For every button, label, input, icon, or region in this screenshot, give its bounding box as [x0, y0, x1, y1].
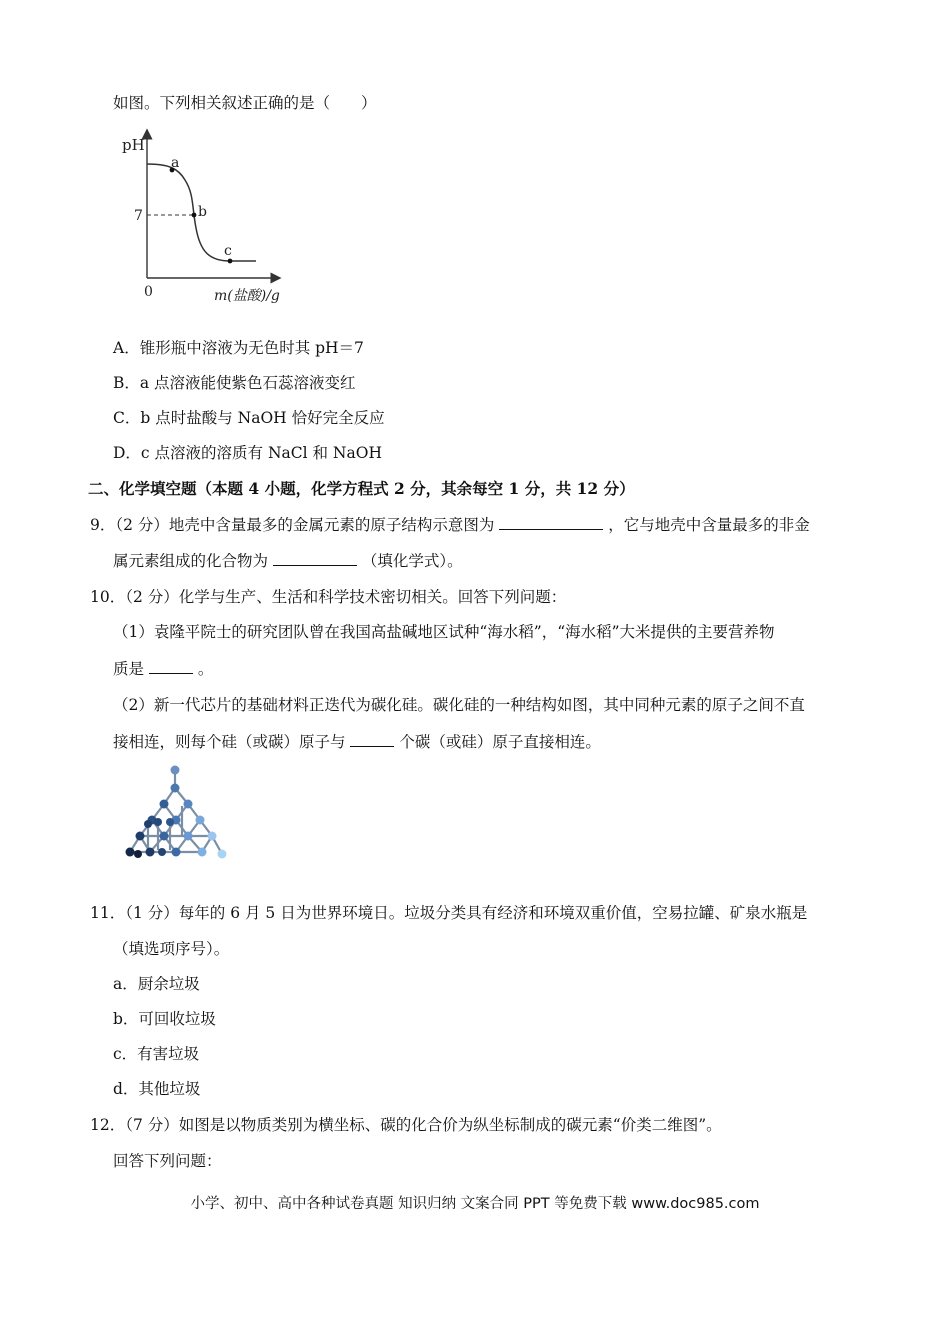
point-c-label: c	[224, 243, 232, 259]
section-2-heading: 二、化学填空题（本题 4 小题，化学方程式 2 分，其余每空 1 分，共 12 分）	[88, 479, 635, 498]
silicon-carbide-structure-image	[120, 762, 240, 868]
q10-text-4: 个碳（或硅）原子直接相连。	[399, 733, 601, 751]
y-axis-label: pH	[122, 136, 145, 154]
q11-option-d: d．其他垃圾	[113, 1080, 201, 1098]
q10-blank-2[interactable]	[350, 732, 394, 747]
page-footer: 小学、初中、高中各种试卷真题 知识归纳 文案合同 PPT 等免费下载 www.doc985.com	[190, 1196, 760, 1212]
q10-blank-1[interactable]	[149, 659, 193, 674]
q11-option-a: a．厨余垃圾	[113, 975, 200, 993]
q8-tail: 如图。下列相关叙述正确的是（ ）	[113, 94, 377, 112]
q11-option-c: c．有害垃圾	[113, 1045, 200, 1063]
point-a-label: a	[171, 155, 180, 171]
q8-option-b: B．a 点溶液能使紫色石蕊溶液变红	[113, 374, 356, 392]
q12-line2: 回答下列问题：	[113, 1152, 222, 1170]
q9-blank-1[interactable]	[499, 515, 603, 530]
q12-line1: 12．（7 分）如图是以物质类别为横坐标、碳的化合价为纵坐标制成的碳元素“价类二维图”。	[90, 1116, 722, 1134]
q10-part1-line1: （1）袁隆平院士的研究团队曾在我国高盐碱地区试种“海水稻”，“海水稻”大米提供的主要营养物	[113, 623, 775, 641]
q9-text-3: 属元素组成的化合物为	[113, 552, 269, 570]
x-axis-label: m(盐酸)/g	[214, 288, 280, 304]
origin-label: 0	[144, 284, 153, 300]
q11-option-b: b．可回收垃圾	[113, 1010, 216, 1028]
q9-text-4: （填化学式）。	[361, 552, 463, 570]
q10-text-2: 。	[197, 660, 214, 678]
q9-text-2: ，它与地壳中含量最多的非金	[608, 516, 810, 534]
q8-option-a: A．锥形瓶中溶液为无色时其 pH＝7	[113, 339, 364, 357]
point-b-label: b	[198, 204, 207, 220]
point-c	[228, 259, 233, 264]
ph7-label: 7	[134, 208, 143, 224]
q9-line2	[113, 551, 463, 571]
q9-text-1: 9．（2 分）地壳中含量最多的金属元素的原子结构示意图为	[90, 516, 495, 534]
q9-line1	[90, 515, 810, 535]
point-b	[192, 213, 197, 218]
q10-part2-line2	[113, 732, 601, 752]
q11-line1: 11．（1 分）每年的 6 月 5 日为世界环境日。垃圾分类具有经济和环境双重价值，空易拉罐、矿泉水瓶是	[90, 904, 808, 922]
q8-option-d: D．c 点溶液的溶质有 NaCl 和 NaOH	[113, 444, 382, 462]
q10-intro: 10．（2 分）化学与生产、生活和科学技术密切相关。回答下列问题：	[90, 588, 567, 606]
q10-part1-line2	[113, 659, 213, 679]
q10-text-1: 质是	[113, 660, 145, 678]
q11-line2: （填选项序号）。	[113, 940, 230, 958]
q8-option-c: C．b 点时盐酸与 NaOH 恰好完全反应	[113, 409, 385, 427]
q10-text-3: 接相连，则每个硅（或碳）原子与	[113, 733, 346, 751]
q10-part2-line1: （2）新一代芯片的基础材料正迭代为碳化硅。碳化硅的一种结构如图，其中同种元素的原子之间不直	[113, 696, 805, 714]
q9-blank-2[interactable]	[273, 551, 357, 566]
ph-titration-graph	[108, 128, 298, 308]
